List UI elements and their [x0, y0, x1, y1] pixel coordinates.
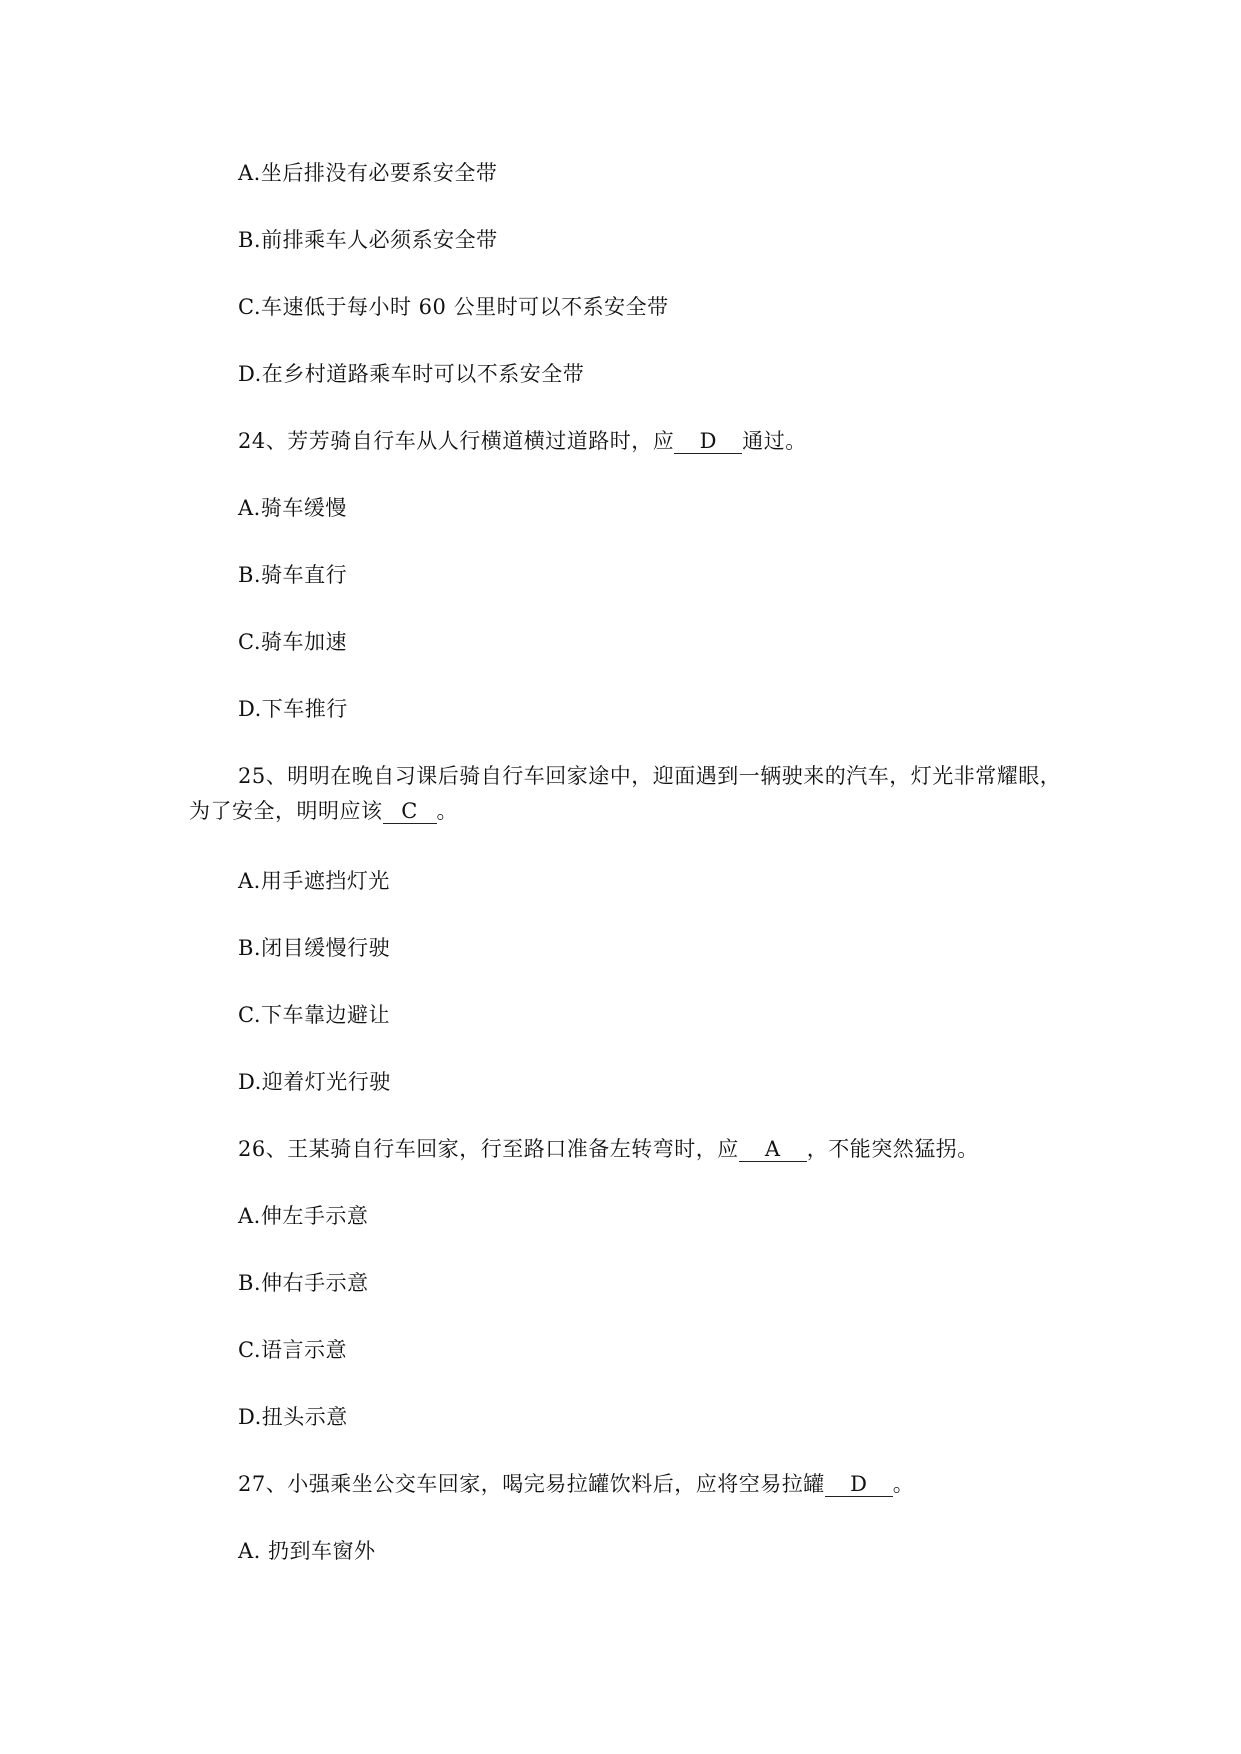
q24-option-a: A.骑车缓慢 [238, 496, 347, 520]
q25-option-c: C.下车靠边避让 [238, 1003, 390, 1027]
q26-answer-blank: A [739, 1137, 807, 1162]
q27-option-a: A. 扔到车窗外 [238, 1539, 376, 1563]
q24-option-c: C.骑车加速 [238, 630, 347, 654]
q23-option-a: A.坐后排没有必要系安全带 [238, 161, 498, 185]
q25-question-text: 为了安全，明明应该 [189, 799, 383, 823]
q27-question [238, 1469, 914, 1499]
q24-option-d: D.下车推行 [238, 697, 348, 721]
q25-option-d: D.迎着灯光行驶 [238, 1070, 391, 1094]
q25-question-tail: 。 [436, 799, 458, 823]
q25-question-line2 [189, 796, 458, 826]
q27-question-text: 27、小强乘坐公交车回家，喝完易拉罐饮料后，应将空易拉罐 [238, 1472, 825, 1496]
q24-question [238, 426, 807, 456]
q26-option-b: B.伸右手示意 [238, 1271, 369, 1295]
q23-option-c: C.车速低于每小时 60 公里时可以不系安全带 [238, 295, 669, 319]
q27-answer-blank: D [825, 1472, 893, 1497]
q23-option-d: D.在乡村道路乘车时可以不系安全带 [238, 362, 585, 386]
q26-option-c: C.语言示意 [238, 1338, 347, 1362]
q24-option-b: B.骑车直行 [238, 563, 348, 587]
q25-answer-blank: C [383, 799, 437, 824]
q27-question-tail: 。 [892, 1472, 915, 1496]
q24-question-text: 24、芳芳骑自行车从人行横道横过道路时，应 [238, 429, 675, 453]
q26-question-tail: ，不能突然猛拐。 [806, 1137, 979, 1161]
q25-question-line1: 25、明明在晚自习课后骑自行车回家途中，迎面遇到一辆驶来的汽车，灯光非常耀眼， [238, 764, 1062, 788]
q26-question-text: 26、王某骑自行车回家，行至路口准备左转弯时，应 [238, 1137, 739, 1161]
q25-option-a: A.用手遮挡灯光 [238, 869, 390, 893]
q23-option-b: B.前排乘车人必须系安全带 [238, 228, 498, 252]
q26-option-d: D.扭头示意 [238, 1405, 348, 1429]
q24-question-tail: 通过。 [742, 429, 807, 453]
q26-question [238, 1134, 979, 1164]
q24-answer-blank: D [674, 429, 742, 454]
q25-option-b: B.闭目缓慢行驶 [238, 936, 391, 960]
q26-option-a: A.伸左手示意 [238, 1204, 369, 1228]
